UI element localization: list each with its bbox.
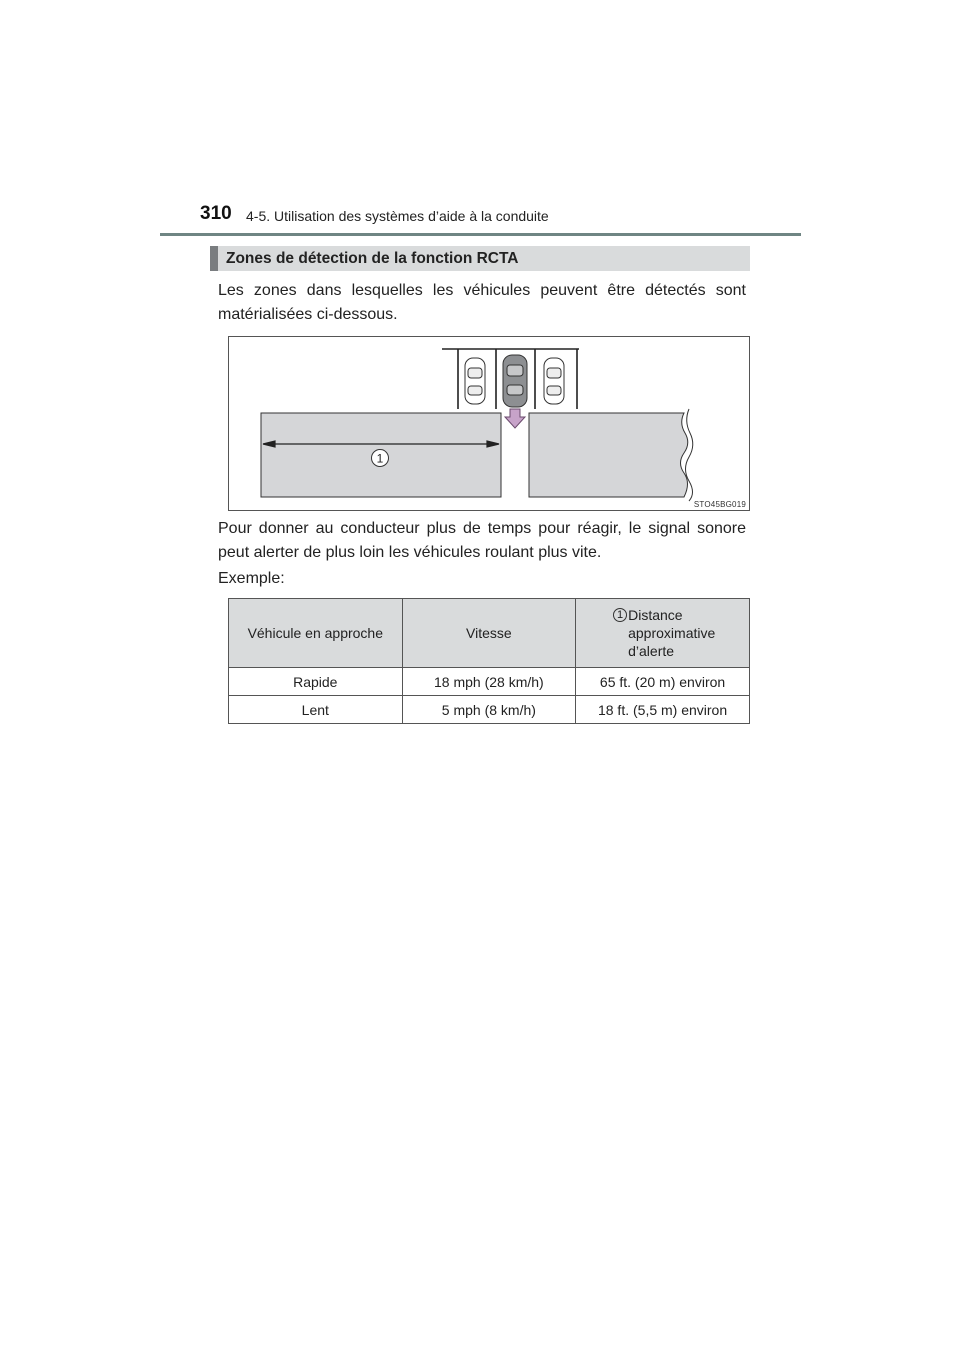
table-header-row <box>229 599 750 668</box>
detection-zone-figure <box>228 336 750 511</box>
row-speed: 18 mph (28 km/h) <box>402 668 576 696</box>
zone-marker-label: 1 <box>376 451 384 466</box>
header-rule <box>160 233 801 236</box>
header-distance <box>576 599 750 668</box>
distance-marker-icon: 1 <box>613 608 627 622</box>
intro-paragraph: Les zones dans lesquelles les véhicules peuvent être détectés sont matérialisées ci-dessous. <box>218 282 746 323</box>
table-row <box>229 668 750 696</box>
row-speed: 5 mph (8 km/h) <box>402 696 576 724</box>
table-row <box>229 696 750 724</box>
parked-car-left-icon <box>465 358 485 404</box>
row-distance: 18 ft. (5,5 m) environ <box>576 696 750 724</box>
parking-diagram <box>229 337 750 511</box>
row-distance: 65 ft. (20 m) environ <box>576 668 750 696</box>
row-vehicle: Rapide <box>229 668 403 696</box>
section-heading: Zones de détection de la fonction RCTA <box>210 246 750 271</box>
reverse-arrow-icon <box>505 409 525 428</box>
reversing-car-icon <box>503 355 527 407</box>
detection-zone-right <box>529 413 688 497</box>
example-label: Exemple: <box>218 570 285 587</box>
row-vehicle: Lent <box>229 696 403 724</box>
parked-car-right-icon <box>544 358 564 404</box>
alert-distance-table <box>228 598 750 724</box>
header-distance-label: Distance approximative d’alerte <box>628 607 716 659</box>
figure-code: STO45BG019 <box>693 500 746 509</box>
page-number: 310 <box>200 203 232 224</box>
chapter-title: 4-5. Utilisation des systèmes d’aide à la conduite <box>246 208 549 224</box>
header-vehicle: Véhicule en approche <box>229 599 403 668</box>
speed-paragraph: Pour donner au conducteur plus de temps pour réagir, le signal sonore peut alerter de plus loin les véhicules roulant plus vite. <box>218 520 746 561</box>
header-speed: Vitesse <box>402 599 576 668</box>
